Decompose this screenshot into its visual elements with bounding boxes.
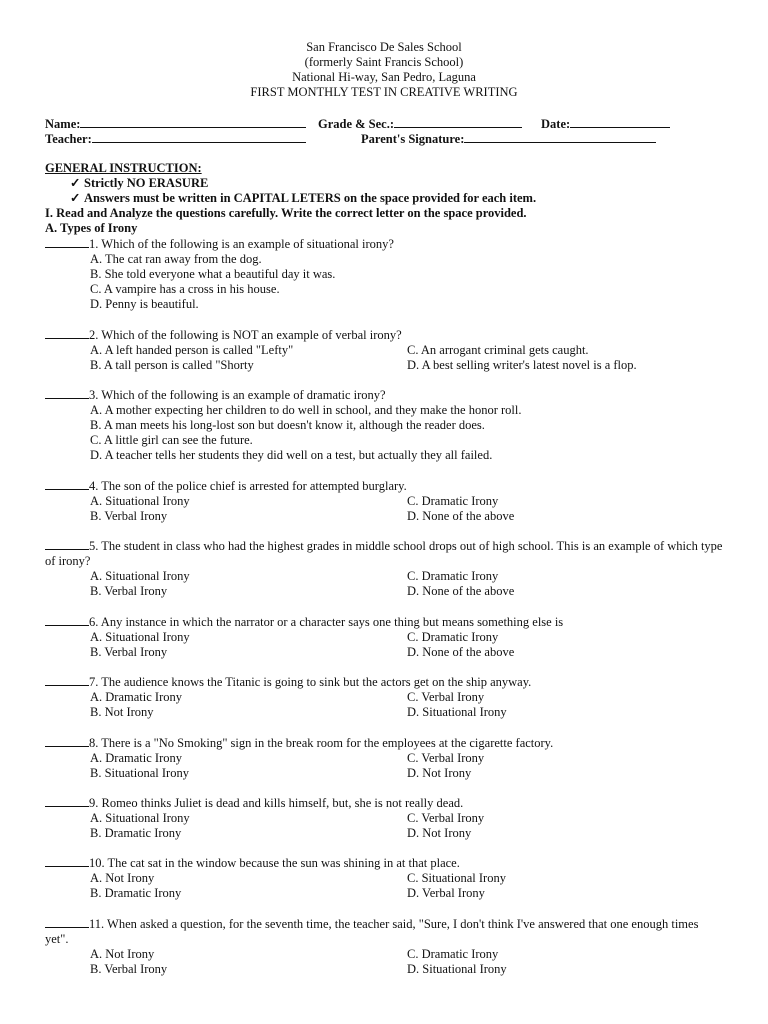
question-stem [45,478,725,494]
answer-option: D. Situational Irony [407,962,507,976]
answer-option: A. A left handed person is called "Lefty" [90,343,294,357]
answer-blank[interactable] [45,674,89,686]
question-text: 1. Which of the following is an example of situational irony? [89,237,394,251]
answer-option: D. Not Irony [407,766,472,780]
rule-capital-letters [70,191,536,206]
answer-blank[interactable] [45,327,89,339]
answer-option: D. Verbal Irony [407,886,485,900]
answer-option: C. A little girl can see the future. [90,433,253,447]
question-stem [45,735,725,751]
general-instruction-title: GENERAL INSTRUCTION: [45,161,202,175]
answer-option: B. A tall person is called "Shorty [90,358,254,372]
answer-blank[interactable] [45,478,89,490]
answer-blank[interactable] [45,538,89,550]
school-former-name: (formerly Saint Francis School) [304,55,464,69]
question-stem [45,795,725,811]
answer-option: D. Situational Irony [407,705,507,719]
answer-option: D. A teacher tells her students they did well on a test, but actually they all failed. [90,448,493,462]
answer-blank[interactable] [45,795,89,807]
question-stem [45,614,725,630]
name-label: Name: [45,117,81,131]
rule2-text: Answers must be written in CAPITAL LETERS on the space provided for each item. [84,191,537,205]
answer-option: C. Verbal Irony [407,751,485,765]
answer-option: D. None of the above [407,509,515,523]
answer-option: C. Verbal Irony [407,811,485,825]
answer-option: B. Not Irony [90,705,154,719]
answer-option: C. An arrogant criminal gets caught. [407,343,589,357]
check-icon: ✓ [70,191,81,205]
answer-option: D. None of the above [407,645,515,659]
answer-option: D. A best selling writer's latest novel is a flop. [407,358,637,372]
school-address: National Hi-way, San Pedro, Laguna [292,70,476,84]
answer-option: B. Verbal Irony [90,509,168,523]
check-icon: ✓ [70,176,81,190]
answer-option: C. Verbal Irony [407,690,485,704]
teacher-field [45,131,306,147]
answer-option: B. Situational Irony [90,766,189,780]
question-item [45,674,725,720]
name-field [45,116,306,132]
grade-label: Grade & Sec.: [318,117,395,131]
answer-option: A. Not Irony [90,871,155,885]
answer-option: B. Verbal Irony [90,962,168,976]
question-stem [45,538,725,569]
answer-option: C. Dramatic Irony [407,947,499,961]
question-text: 5. The student in class who had the highest grades in middle school drops out of high school. This is an example of which type of irony? [45,539,723,568]
answer-option: C. A vampire has a cross in his house. [90,282,280,296]
question-item [45,478,725,524]
question-item [45,916,725,977]
question-stem [45,387,725,403]
question-text: 10. The cat sat in the window because the sun was shining in at that place. [89,856,460,870]
question-text: 6. Any instance in which the narrator or a character says one thing but means something else is [89,615,564,629]
question-text: 2. Which of the following is NOT an example of verbal irony? [89,328,402,342]
answer-option: B. Dramatic Irony [90,826,182,840]
answer-option: C. Dramatic Irony [407,569,499,583]
question-item [45,538,725,599]
rule1-text: Strictly NO ERASURE [84,176,209,190]
answer-blank[interactable] [45,614,89,626]
answer-blank[interactable] [45,735,89,747]
school-name: San Francisco De Sales School [306,40,462,54]
answer-blank[interactable] [45,387,89,399]
question-text: 4. The son of the police chief is arrested for attempted burglary. [89,479,407,493]
answer-option: D. Penny is beautiful. [90,297,199,311]
answer-option: B. A man meets his long-lost son but doesn't know it, although the reader does. [90,418,485,432]
question-stem [45,674,725,690]
section-a-heading: A. Types of Irony [45,221,138,235]
answer-option: A. Situational Irony [90,494,190,508]
question-text: 11. When asked a question, for the seventh time, the teacher said, "Sure, I don't think I've answered that one enough times yet". [45,917,699,946]
teacher-line[interactable] [92,131,306,143]
answer-option: C. Dramatic Irony [407,630,499,644]
question-item [45,236,725,312]
parent-signature-line[interactable] [464,131,656,143]
answer-option: B. Verbal Irony [90,584,168,598]
question-stem [45,855,725,871]
teacher-label: Teacher: [45,132,92,146]
question-text: 7. The audience knows the Titanic is going to sink but the actors get on the ship anyway. [89,675,532,689]
grade-field [318,116,522,132]
answer-option: C. Dramatic Irony [407,494,499,508]
question-item [45,855,725,901]
question-item [45,614,725,660]
question-stem [45,236,725,252]
answer-option: B. Dramatic Irony [90,886,182,900]
answer-option: A. A mother expecting her children to do well in school, and they make the honor roll. [90,403,522,417]
date-label: Date: [541,117,571,131]
answer-blank[interactable] [45,855,89,867]
question-text: 8. There is a "No Smoking" sign in the break room for the employees at the cigarette factory. [89,736,554,750]
name-line[interactable] [80,116,306,128]
parent-signature-label: Parent's Signature: [361,132,465,146]
answer-blank[interactable] [45,916,89,928]
answer-option: D. Not Irony [407,826,472,840]
answer-option: A. Not Irony [90,947,155,961]
question-item [45,795,725,841]
answer-option: A. Dramatic Irony [90,751,182,765]
question-item [45,387,725,463]
question-stem [45,327,725,343]
question-text: 3. Which of the following is an example of dramatic irony? [89,388,386,402]
answer-option: D. None of the above [407,584,515,598]
rule-no-erasure [70,176,208,191]
answer-option: C. Situational Irony [407,871,506,885]
question-item [45,327,725,373]
answer-option: A. The cat ran away from the dog. [90,252,262,266]
question-stem [45,916,725,947]
answer-option: A. Situational Irony [90,569,190,583]
grade-line[interactable] [394,116,522,128]
question-text: 9. Romeo thinks Juliet is dead and kills himself, but, she is not really dead. [89,796,464,810]
school-header [0,40,768,100]
part-one-instruction: I. Read and Analyze the questions carefully. Write the correct letter on the space provided. [45,206,527,220]
answer-option: B. She told everyone what a beautiful day it was. [90,267,336,281]
question-item [45,735,725,781]
answer-option: A. Situational Irony [90,811,190,825]
answer-option: A. Dramatic Irony [90,690,182,704]
date-field [541,116,670,132]
answer-blank[interactable] [45,236,89,248]
parent-signature-field [361,131,656,147]
date-line[interactable] [570,116,670,128]
answer-option: B. Verbal Irony [90,645,168,659]
answer-option: A. Situational Irony [90,630,190,644]
test-title: FIRST MONTHLY TEST IN CREATIVE WRITING [250,85,518,99]
